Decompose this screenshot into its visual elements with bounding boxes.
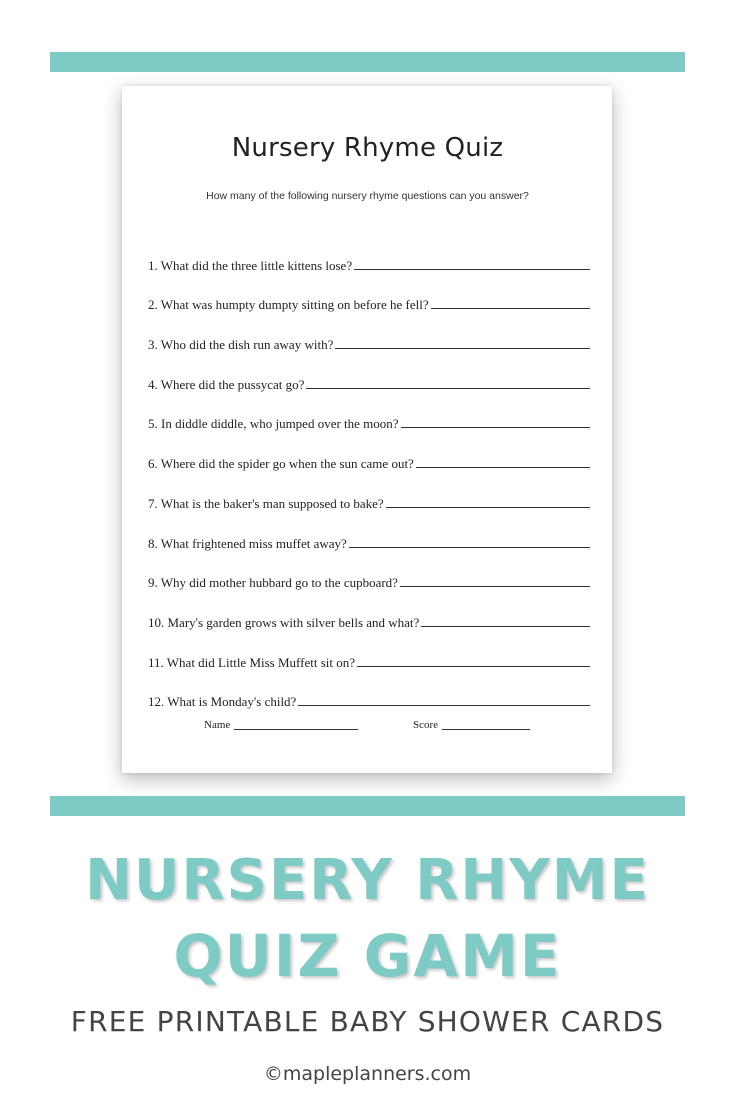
answer-line [354, 269, 590, 270]
question-text: 1. What did the three little kittens lose? [148, 257, 353, 273]
question-text: 4. Where did the pussycat go? [148, 376, 305, 392]
question-list [148, 232, 590, 708]
answer-line [357, 666, 590, 667]
top-accent-bar [50, 52, 685, 72]
score-field [413, 720, 530, 731]
answer-line [349, 547, 590, 548]
headline-line-1: NURSERY RHYME [85, 848, 650, 913]
name-field [204, 720, 358, 731]
score-label: Score [413, 719, 439, 731]
answer-line [416, 467, 590, 468]
name-line [234, 729, 358, 730]
question-text: 8. What frightened miss muffet away? [148, 535, 347, 551]
question-text: 5. In diddle diddle, who jumped over the moon? [148, 416, 399, 432]
card-subtitle: How many of the following nursery rhyme questions can you answer? [206, 190, 529, 202]
card-title: Nursery Rhyme Quiz [231, 133, 504, 163]
question-item [148, 510, 590, 550]
question-text: 2. What was humpty dumpty sitting on before he fell? [148, 297, 429, 313]
answer-line [401, 427, 590, 428]
question-item [148, 669, 590, 709]
score-line [442, 729, 530, 730]
question-item [148, 629, 590, 669]
site-credit: ©mapleplanners.com [263, 1063, 472, 1085]
bottom-accent-bar [50, 796, 685, 816]
answer-line [306, 388, 590, 389]
name-label: Name [204, 719, 231, 731]
answer-line [386, 507, 590, 508]
answer-line [298, 705, 590, 706]
question-item [148, 351, 590, 391]
question-item [148, 232, 590, 272]
question-text: 12. What is Monday's child? [148, 694, 297, 710]
question-text: 10. Mary's garden grows with silver bells and what? [148, 614, 420, 630]
question-text: 9. Why did mother hubbard go to the cupboard? [148, 575, 398, 591]
answer-line [335, 348, 590, 349]
question-item [148, 589, 590, 629]
question-text: 7. What is the baker's man supposed to bake? [148, 495, 384, 511]
question-item [148, 470, 590, 510]
question-text: 3. Who did the dish run away with? [148, 337, 334, 353]
tagline: FREE PRINTABLE BABY SHOWER CARDS [70, 1005, 665, 1038]
question-text: 6. Where did the spider go when the sun came out? [148, 456, 414, 472]
headline-line-2: QUIZ GAME [173, 922, 562, 990]
answer-line [431, 308, 590, 309]
question-item [148, 430, 590, 470]
answer-line [421, 626, 590, 627]
question-text: 11. What did Little Miss Muffett sit on? [148, 654, 356, 670]
question-item [148, 311, 590, 351]
question-item [148, 550, 590, 590]
answer-line [400, 586, 590, 587]
question-item [148, 391, 590, 431]
question-item [148, 272, 590, 312]
